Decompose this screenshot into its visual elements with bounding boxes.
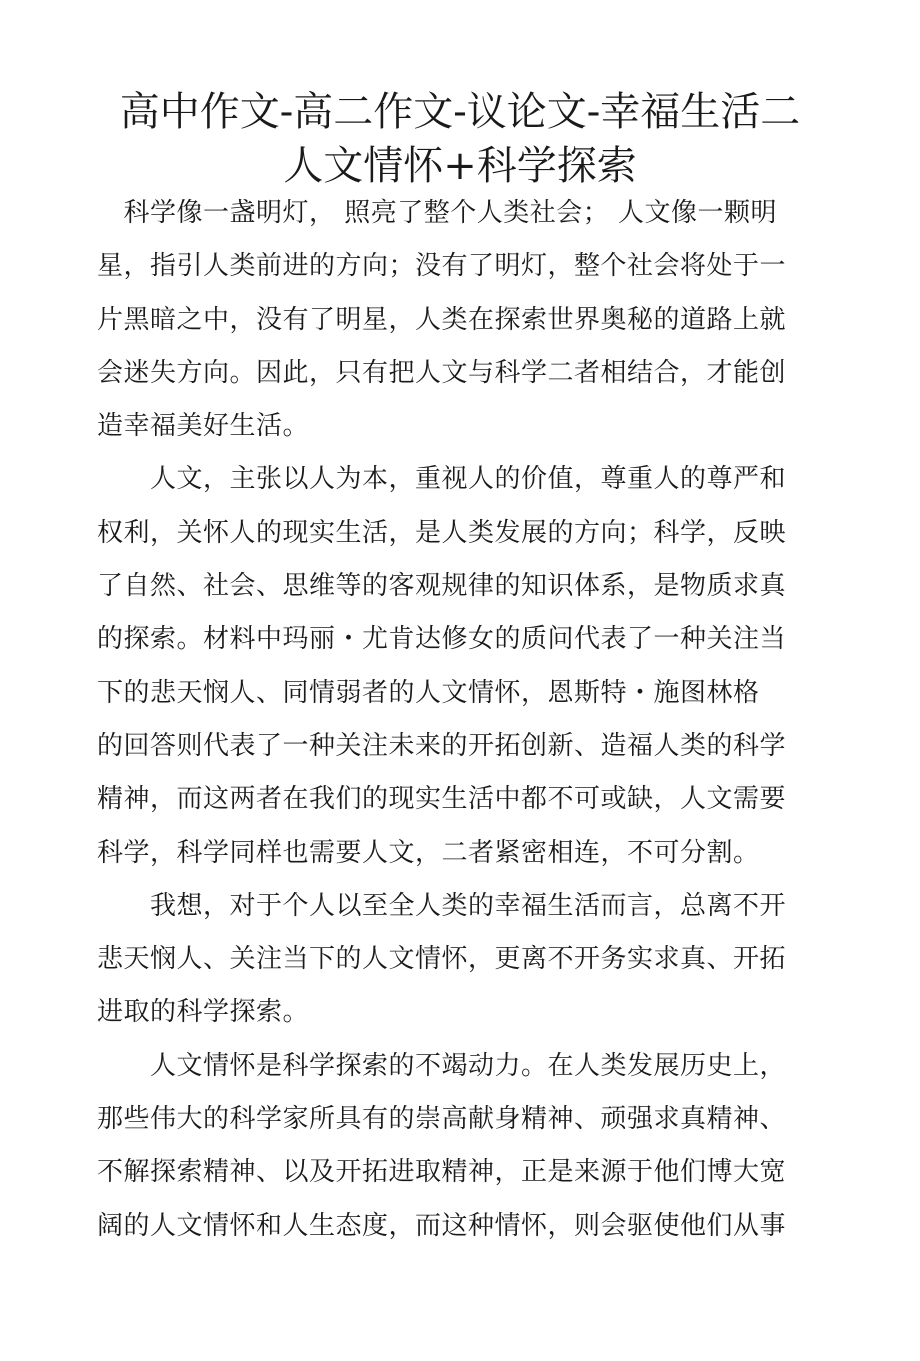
body-line: 不解探索精神、以及开拓进取精神，正是来源于他们博大宽 [97,1157,787,1188]
document-title-line-2: 人文情怀+科学探索 [283,143,637,189]
document-title-line-1: 高中作文-高二作文-议论文-幸福生活二 [119,89,801,135]
body-line: 星，指引人类前进的方向；没有了明灯，整个社会将处于一 [97,251,787,282]
body-line: 造幸福美好生活。 [97,411,310,442]
body-line: 下的悲天悯人、同情弱者的人文情怀，恩斯特・施图林格 [97,677,760,708]
body-line: 科学像一盏明灯， 照亮了整个人类社会； 人文像一颗明 [97,198,778,228]
body-line: 进取的科学探索。 [97,997,310,1028]
body-line: 人文，主张以人为本，重视人的价值，尊重人的尊严和 [97,464,787,495]
document-body [97,187,797,1253]
body-line: 会迷失方向。因此，只有把人文与科学二者相结合，才能创 [97,357,787,388]
body-line: 精神，而这两者在我们的现实生活中都不可或缺，人文需要 [97,784,787,815]
body-line: 那些伟大的科学家所具有的崇高献身精神、顽强求真精神、 [97,1104,787,1135]
body-line: 人文情怀是科学探索的不竭动力。在人类发展历史上， [97,1050,787,1081]
body-line: 了自然、社会、思维等的客观规律的知识体系，是物质求真 [97,571,787,602]
body-line: 悲天悯人、关注当下的人文情怀，更离不开务实求真、开拓 [97,944,787,975]
body-line: 阔的人文情怀和人生态度，而这种情怀，则会驱使他们从事 [97,1210,787,1241]
body-line: 我想，对于个人以至全人类的幸福生活而言，总离不开 [97,890,787,921]
body-line: 的回答则代表了一种关注未来的开拓创新、造福人类的科学 [97,730,787,761]
body-line: 片黑暗之中，没有了明星，人类在探索世界奥秘的道路上就 [97,304,787,335]
body-line: 权利，关怀人的现实生活，是人类发展的方向；科学，反映 [97,517,787,548]
body-line: 科学，科学同样也需要人文，二者紧密相连，不可分割。 [97,837,760,868]
body-line: 的探索。材料中玛丽・尤肯达修女的质问代表了一种关注当 [97,624,787,655]
